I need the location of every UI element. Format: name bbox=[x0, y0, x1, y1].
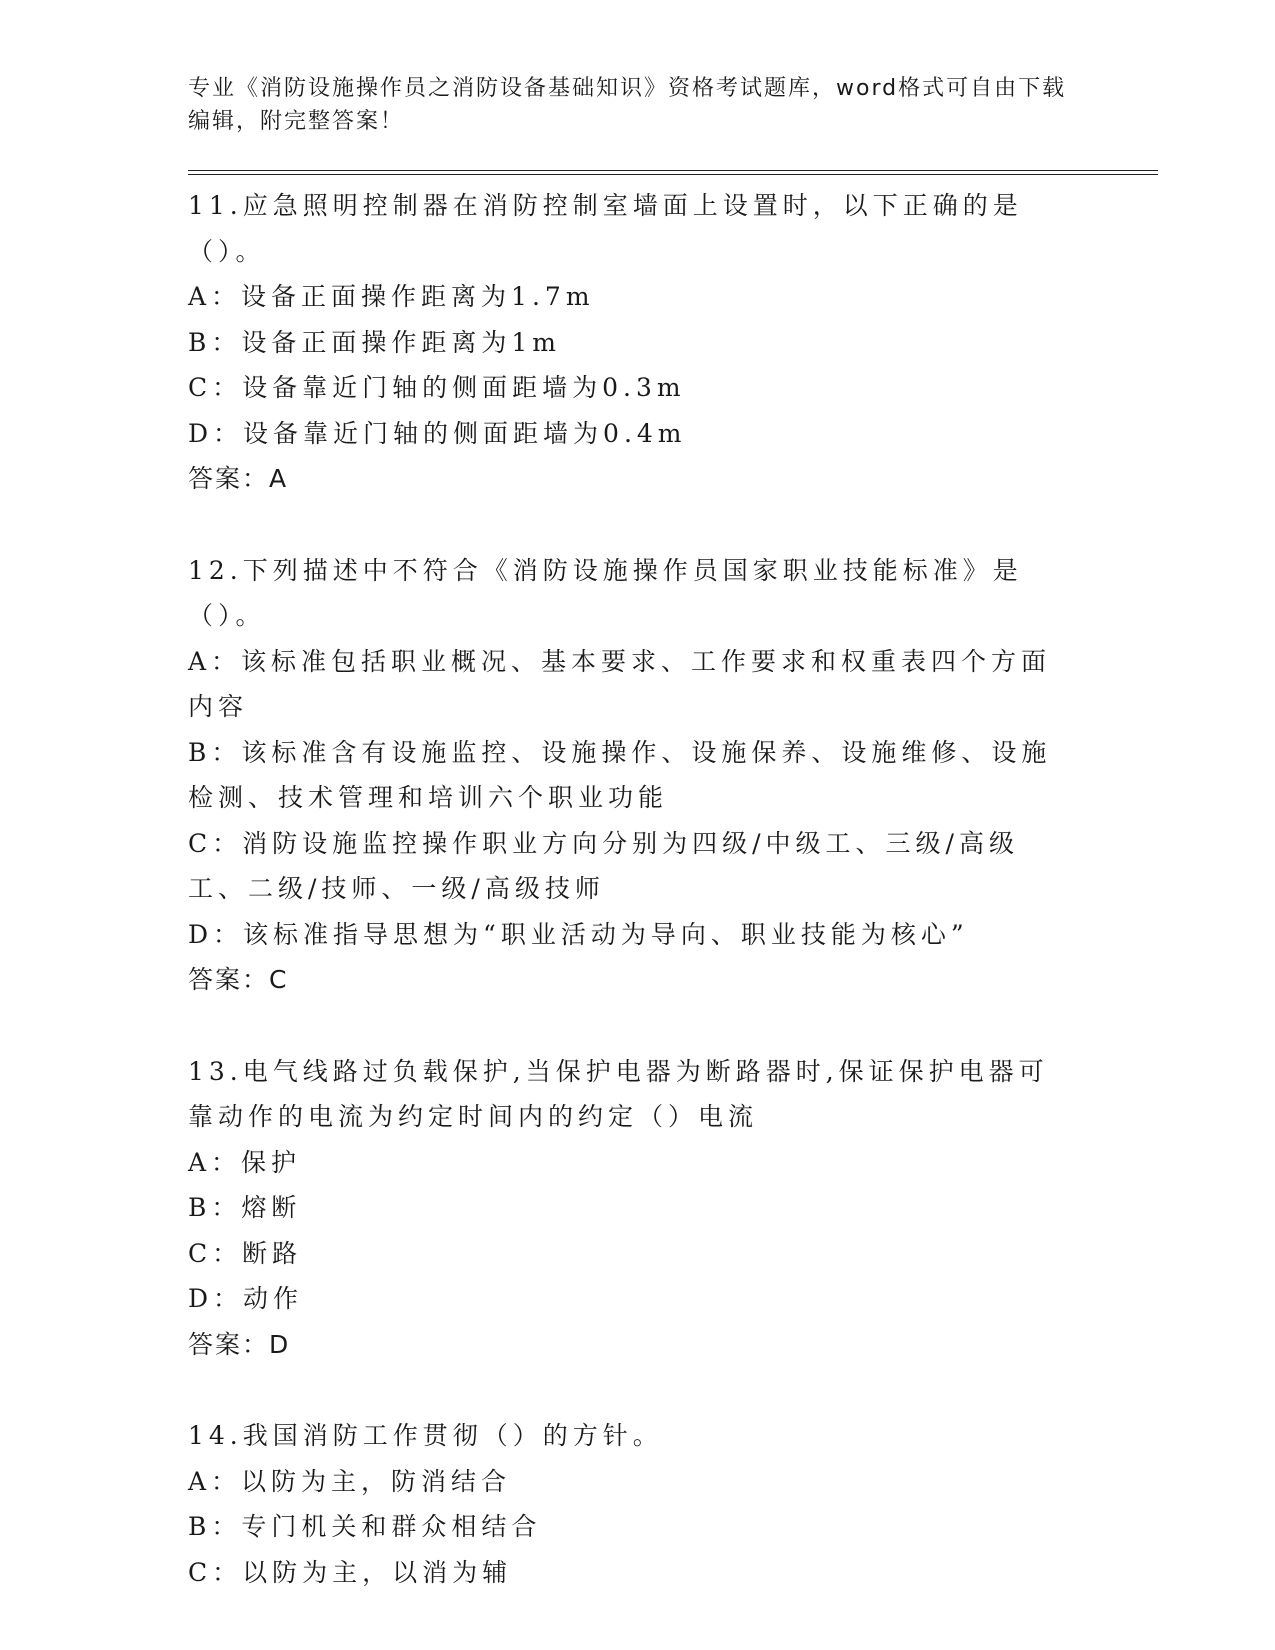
answer-value: C bbox=[269, 965, 289, 994]
option-d: D：该标准指导思想为“职业活动为导向、职业技能为核心” bbox=[188, 919, 969, 949]
question-11 bbox=[188, 183, 1158, 502]
question-12 bbox=[188, 548, 1158, 1003]
question-stem: 11.应急照明控制器在消防控制室墙面上设置时，以下正确的是（）。 bbox=[188, 191, 1023, 266]
question-stem: 13.电气线路过负载保护,当保护电器为断路器时,保证保护电器可靠动作的电流为约定时间内的约定（）电流 bbox=[188, 1056, 1049, 1131]
answer-label: 答案： bbox=[188, 464, 270, 493]
question-stem: 12.下列描述中不符合《消防设施操作员国家职业技能标准》是（）。 bbox=[188, 555, 1023, 630]
option-c: C：设备靠近门轴的侧面距墙为0.3m bbox=[188, 373, 686, 402]
question-14 bbox=[188, 1413, 1158, 1595]
answer-value: D bbox=[269, 1329, 291, 1359]
document-header: 专业《消防设施操作员之消防设备基础知识》资格考试题库，word格式可自由下载编辑，附完整答案！ bbox=[188, 76, 1067, 134]
question-13 bbox=[188, 1049, 1158, 1368]
header-divider bbox=[188, 170, 1158, 175]
answer-value: A bbox=[269, 464, 289, 493]
option-a: A：保护 bbox=[188, 1147, 302, 1177]
option-c: C：以防为主，以消为辅 bbox=[188, 1557, 513, 1587]
option-b: B：熔断 bbox=[188, 1193, 302, 1222]
answer-line bbox=[188, 1322, 1158, 1368]
option-b: B：设备正面操作距离为1m bbox=[188, 327, 561, 357]
answer-line bbox=[188, 957, 1158, 1003]
option-a: A：以防为主，防消结合 bbox=[188, 1466, 512, 1496]
option-a: A：设备正面操作距离为1.7m bbox=[188, 282, 595, 311]
document-page bbox=[188, 72, 1158, 1641]
answer-label: 答案： bbox=[188, 965, 270, 994]
answer-label: 答案： bbox=[188, 1329, 270, 1359]
option-d: D：设备靠近门轴的侧面距墙为0.4m bbox=[188, 418, 687, 448]
option-b: B：该标准含有设施监控、设施操作、设施保养、设施维修、设施检测、技术管理和培训六个职业功能 bbox=[188, 737, 1052, 812]
option-b: B：专门机关和群众相结合 bbox=[188, 1512, 542, 1541]
question-stem: 14.我国消防工作贯彻（）的方针。 bbox=[188, 1421, 663, 1450]
option-a: A：该标准包括职业概况、基本要求、工作要求和权重表四个方面内容 bbox=[188, 646, 1052, 721]
answer-line bbox=[188, 456, 1158, 502]
option-d: D：动作 bbox=[188, 1284, 304, 1313]
option-c: C：断路 bbox=[188, 1238, 303, 1268]
option-c: C：消防设施监控操作职业方向分别为四级/中级工、三级/高级工、二级/技师、一级/高级技师 bbox=[188, 828, 1019, 903]
question-list bbox=[188, 183, 1158, 1595]
